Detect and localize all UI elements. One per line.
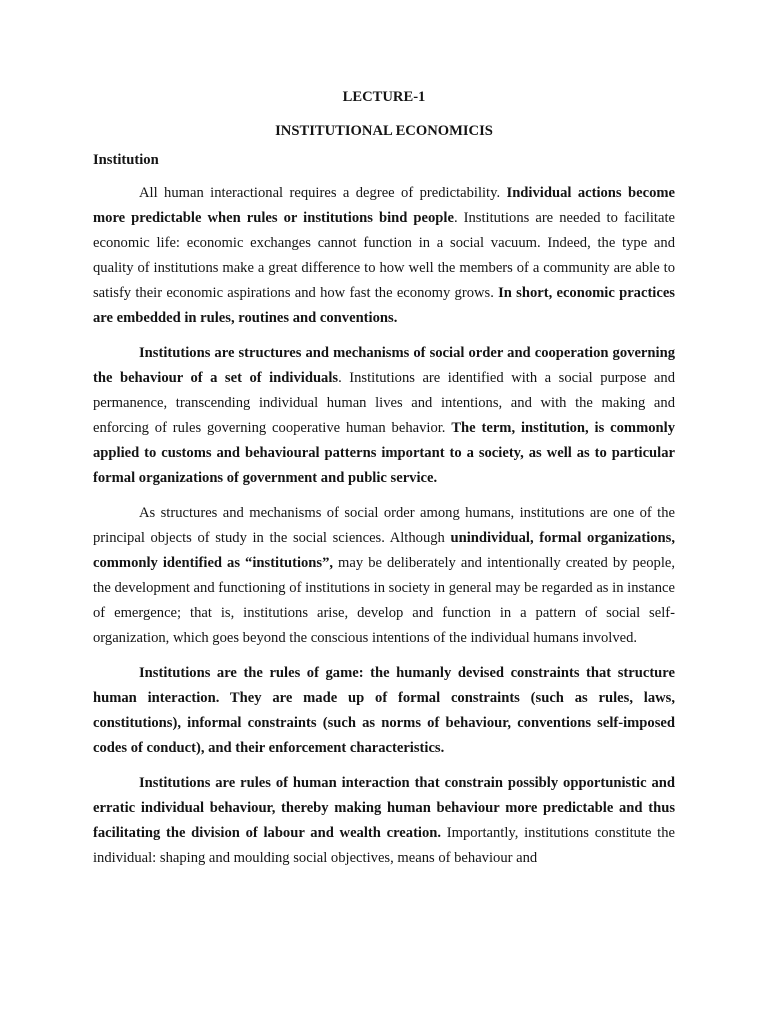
text-run: . Institutions are identified with a social purpose and permanence, transcending individual human lives and intentions, and with the making and enforcing of rules governing cooperative human behavior. (93, 370, 675, 436)
paragraph-5 (93, 771, 675, 871)
bold-text-run: Institutions are structures and mechanisms of social order and cooperation governing the behaviour of a set of individuals (93, 345, 675, 386)
bold-text-run: unindividual, formal organizations, commonly identified as “institutions”, (93, 530, 675, 571)
document-title: INSTITUTIONAL ECONOMICIS (275, 123, 493, 139)
bold-text-run: Institutions are the rules of game: the humanly devised constraints that structure human interaction. They are made up of formal constraints (such as rules, laws, constitutions), informal constraints (such as norms of behaviour, conventions self-imposed codes of conduct), and their enforcement characteristics. (93, 665, 675, 756)
bold-text-run: In short, economic practices are embedded in rules, routines and conventions. (93, 285, 675, 326)
text-run: . Institutions are needed to facilitate economic life: economic exchanges cannot function in a social vacuum. Indeed, the type and quality of institutions make a great difference to how well the members of a community are able to satisfy their economic aspirations and how fast the economy grows. (93, 210, 675, 301)
paragraph-4 (93, 661, 675, 761)
document-page (93, 85, 675, 881)
paragraph-3 (93, 501, 675, 651)
lecture-number: LECTURE-1 (342, 89, 426, 105)
bold-text-run: Institutions are rules of human interaction that constrain possibly opportunistic and erratic individual behaviour, thereby making human behaviour more predictable and thus facilitating the division of labour and wealth creation. (93, 775, 675, 841)
paragraph-1 (93, 181, 675, 331)
text-run: All human interactional requires a degree of predictability. (139, 185, 507, 201)
text-run: may be deliberately and intentionally created by people, the development and functioning of institutions in society in general may be regarded as in instance of emergence; that is, institutions arise, develop and function in a pattern of social self-organization, which goes beyond the conscious intentions of the individual humans involved. (93, 555, 676, 646)
paragraph-2 (93, 341, 675, 491)
text-run: Importantly, institutions constitute the individual: shaping and moulding social objectives, means of behaviour and (93, 825, 676, 866)
text-run: As structures and mechanisms of social order among humans, institutions are one of the principal objects of study in the social sciences. Although (93, 505, 675, 546)
bold-text-run: Individual actions become more predictable when rules or institutions bind people (93, 185, 675, 226)
section-heading: Institution (93, 152, 159, 168)
bold-text-run: The term, institution, is commonly applied to customs and behavioural patterns important to a society, as well as to particular formal organizations of government and public service. (93, 420, 675, 486)
